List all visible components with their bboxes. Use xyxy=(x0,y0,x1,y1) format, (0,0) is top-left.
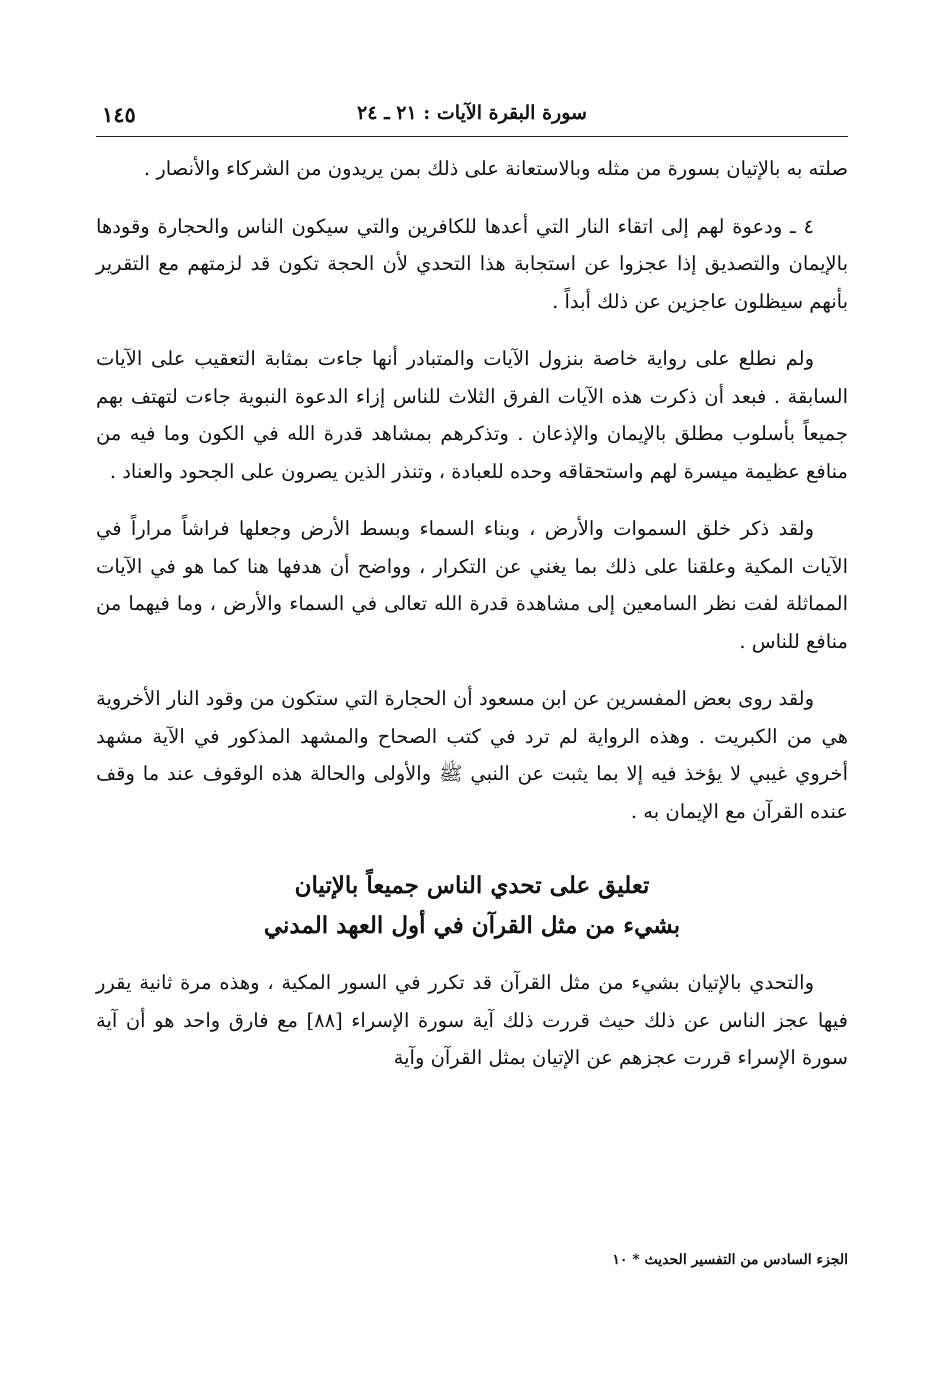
running-title: سورة البقرة الآيات : ٢١ ـ ٢٤ xyxy=(357,102,587,124)
paragraph: ولقد روى بعض المفسرين عن ابن مسعود أن الحجارة التي ستكون من وقود النار الأخروية هي من الكبريت . وهذه الرواية لم ترد في كتب الصحاح والمشهد المذكور في الآية مشهد أخروي غيبي لا يؤخذ فيه إلا بما يثبت عن النبي ﷺ والأولى والحالة هذه الوقوف عند ما وقف عنده القرآن مع الإيمان به . xyxy=(96,687,848,823)
page-footer: الجزء السادس من التفسير الحديث * ١٠ xyxy=(612,1252,848,1268)
section-heading-line-2: بشيء من مثل القرآن في أول العهد المدني xyxy=(263,912,681,939)
paragraph: ولقد ذكر خلق السموات والأرض ، وبناء السماء وبسط الأرض وجعلها فراشاً مراراً في الآيات المكية وعلقنا على ذلك بما يغني عن التكرار ، وواضح أن هدفها هنا كما هو في الآيات المماثلة لفت نظر السامعين إلى مشاهدة قدرة الله تعالى في السماء والأرض ، وما فيهما من منافع للناس . xyxy=(96,517,848,653)
body-text xyxy=(96,150,848,1097)
section-heading xyxy=(96,866,848,946)
paragraph: ولم نطلع على رواية خاصة بنزول الآيات والمتبادر أنها جاءت بمثابة التعقيب على الآيات السابقة . فبعد أن ذكرت هذه الآيات الفرق الثلاث للناس إزاء الدعوة النبوية جاءت لتهتف بهم جميعاً بأسلوب مطلق بالإيمان والإذعان . وتذكرهم بمشاهد قدرة الله في الكون وما فيه من منافع عظيمة ميسرة لهم واستحقاقه وحده للعبادة ، وتنذر الذين يصرون على الجحود والعناد . xyxy=(96,347,848,483)
page-header xyxy=(96,96,848,137)
paragraph: ٤ ـ ودعوة لهم إلى اتقاء النار التي أعدها للكافرين والتي سيكون الناس والحجارة وقودها بالإيمان والتصديق إذا عجزوا عن استجابة هذا التحدي لأن الحجة تكون قد لزمتهم مع التقرير بأنهم سيظلون عاجزين عن ذلك أبداً . xyxy=(96,214,848,313)
section-heading-line-1: تعليق على تحدي الناس جميعاً بالإتيان xyxy=(294,872,650,899)
paragraph: والتحدي بالإتيان بشيء من مثل القرآن قد تكرر في السور المكية ، وهذه مرة ثانية يقرر فيها عجز الناس عن ذلك حيث قررت ذلك آية سورة الإسراء [٨٨] مع فارق واحد هو أن آية سورة الإسراء قررت عجزهم عن الإتيان بمثل القرآن وآية xyxy=(96,971,849,1069)
paragraph: صلته به بالإتيان بسورة من مثله وبالاستعانة على ذلك بمن يريدون من الشركاء والأنصار . xyxy=(143,157,848,180)
page-number: ١٤٥ xyxy=(102,102,136,127)
